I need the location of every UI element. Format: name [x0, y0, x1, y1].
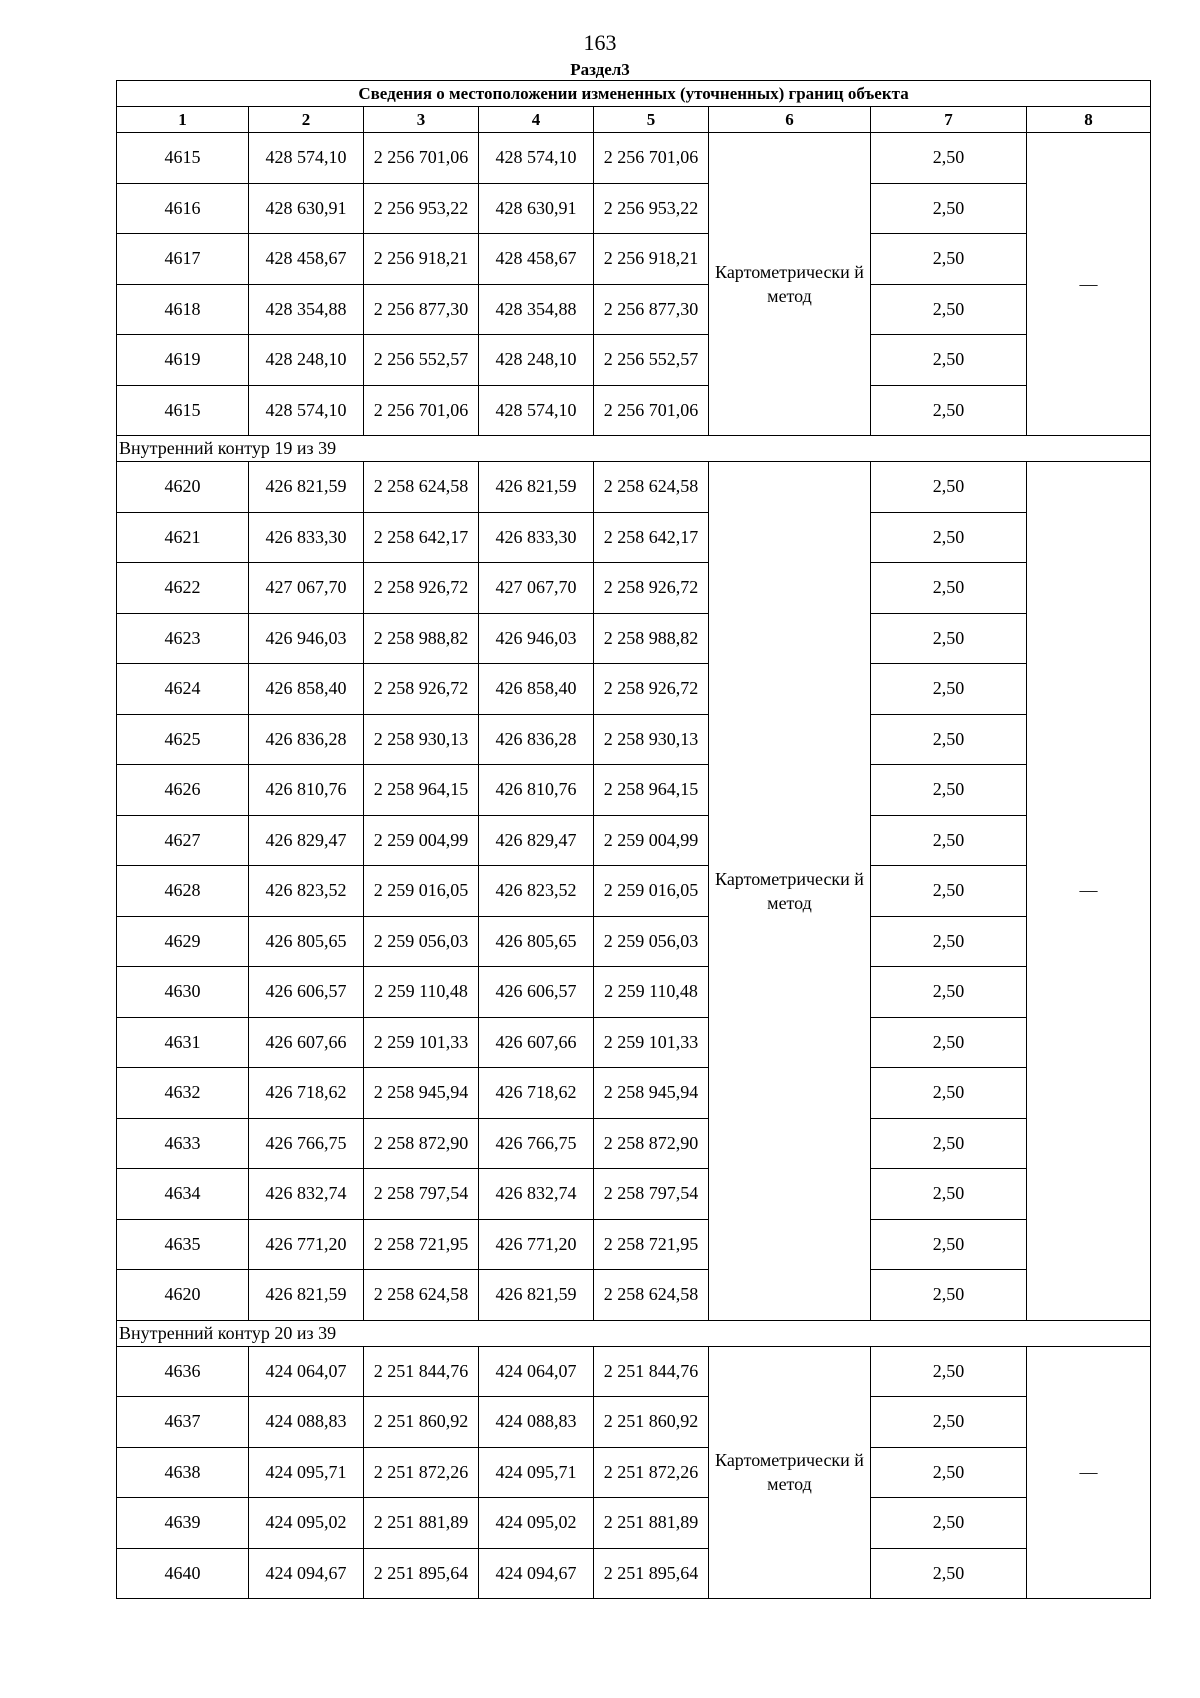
x-coordinate-cell: 424 094,67: [249, 1548, 364, 1599]
contour-row: [117, 436, 1151, 462]
y-coordinate-cell: 2 258 945,94: [364, 1068, 479, 1119]
y-coordinate-cell: 2 256 552,57: [594, 335, 709, 386]
x-coordinate-cell: 426 821,59: [249, 462, 364, 513]
y-coordinate-cell: 2 251 860,92: [364, 1397, 479, 1448]
table-row: [117, 1397, 1151, 1448]
y-coordinate-cell: 2 258 964,15: [594, 765, 709, 816]
x-coordinate-cell: 426 858,40: [479, 664, 594, 715]
x-coordinate-cell: 426 832,74: [249, 1169, 364, 1220]
y-coordinate-cell: 2 256 701,06: [594, 133, 709, 184]
x-coordinate-cell: 424 095,71: [249, 1447, 364, 1498]
x-coordinate-cell: 426 810,76: [479, 765, 594, 816]
y-coordinate-cell: 2 259 056,03: [364, 916, 479, 967]
table-row: [117, 916, 1151, 967]
table-row: [117, 1447, 1151, 1498]
table-row: [117, 1270, 1151, 1321]
precision-cell: 2,50: [871, 916, 1027, 967]
y-coordinate-cell: 2 258 624,58: [594, 1270, 709, 1321]
y-coordinate-cell: 2 256 552,57: [364, 335, 479, 386]
x-coordinate-cell: 426 821,59: [479, 1270, 594, 1321]
y-coordinate-cell: 2 259 101,33: [594, 1017, 709, 1068]
table-row: [117, 815, 1151, 866]
point-number-cell: 4635: [117, 1219, 249, 1270]
y-coordinate-cell: 2 258 926,72: [594, 563, 709, 614]
y-coordinate-cell: 2 258 988,82: [364, 613, 479, 664]
y-coordinate-cell: 2 258 988,82: [594, 613, 709, 664]
table-row: [117, 1346, 1151, 1397]
table-row: [117, 1017, 1151, 1068]
x-coordinate-cell: 424 095,02: [249, 1498, 364, 1549]
point-number-cell: 4634: [117, 1169, 249, 1220]
x-coordinate-cell: 424 094,67: [479, 1548, 594, 1599]
y-coordinate-cell: 2 258 926,72: [594, 664, 709, 715]
x-coordinate-cell: 428 354,88: [479, 284, 594, 335]
x-coordinate-cell: 426 810,76: [249, 765, 364, 816]
x-coordinate-cell: 424 095,02: [479, 1498, 594, 1549]
column-header: 7: [871, 107, 1027, 133]
contour-row: [117, 1320, 1151, 1346]
precision-cell: 2,50: [871, 765, 1027, 816]
precision-cell: 2,50: [871, 1068, 1027, 1119]
x-coordinate-cell: 428 574,10: [479, 133, 594, 184]
x-coordinate-cell: 426 832,74: [479, 1169, 594, 1220]
x-coordinate-cell: 428 630,91: [249, 183, 364, 234]
x-coordinate-cell: 424 088,83: [479, 1397, 594, 1448]
y-coordinate-cell: 2 256 701,06: [364, 385, 479, 436]
x-coordinate-cell: 428 630,91: [479, 183, 594, 234]
y-coordinate-cell: 2 256 918,21: [364, 234, 479, 285]
table-row: [117, 563, 1151, 614]
y-coordinate-cell: 2 259 016,05: [594, 866, 709, 917]
table-row: [117, 1169, 1151, 1220]
x-coordinate-cell: 426 836,28: [479, 714, 594, 765]
precision-cell: 2,50: [871, 866, 1027, 917]
table-row: [117, 512, 1151, 563]
y-coordinate-cell: 2 256 877,30: [594, 284, 709, 335]
y-coordinate-cell: 2 256 877,30: [364, 284, 479, 335]
x-coordinate-cell: 424 095,71: [479, 1447, 594, 1498]
x-coordinate-cell: 426 718,62: [479, 1068, 594, 1119]
x-coordinate-cell: 426 833,30: [249, 512, 364, 563]
precision-cell: 2,50: [871, 1017, 1027, 1068]
y-coordinate-cell: 2 251 872,26: [364, 1447, 479, 1498]
x-coordinate-cell: 427 067,70: [249, 563, 364, 614]
precision-cell: 2,50: [871, 1118, 1027, 1169]
precision-cell: 2,50: [871, 183, 1027, 234]
y-coordinate-cell: 2 251 844,76: [594, 1346, 709, 1397]
y-coordinate-cell: 2 258 930,13: [594, 714, 709, 765]
x-coordinate-cell: 426 833,30: [479, 512, 594, 563]
precision-cell: 2,50: [871, 815, 1027, 866]
contour-label: Внутренний контур 19 из 39: [117, 436, 1151, 462]
precision-cell: 2,50: [871, 1548, 1027, 1599]
precision-cell: 2,50: [871, 1346, 1027, 1397]
note-cell: —: [1027, 133, 1151, 436]
x-coordinate-cell: 426 766,75: [249, 1118, 364, 1169]
x-coordinate-cell: 426 607,66: [249, 1017, 364, 1068]
precision-cell: 2,50: [871, 284, 1027, 335]
point-number-cell: 4630: [117, 967, 249, 1018]
point-number-cell: 4636: [117, 1346, 249, 1397]
x-coordinate-cell: 424 064,07: [479, 1346, 594, 1397]
x-coordinate-cell: 426 829,47: [249, 815, 364, 866]
y-coordinate-cell: 2 258 926,72: [364, 664, 479, 715]
note-cell: —: [1027, 1346, 1151, 1599]
point-number-cell: 4629: [117, 916, 249, 967]
x-coordinate-cell: 426 607,66: [479, 1017, 594, 1068]
y-coordinate-cell: 2 258 624,58: [594, 462, 709, 513]
point-number-cell: 4620: [117, 462, 249, 513]
y-coordinate-cell: 2 258 721,95: [594, 1219, 709, 1270]
precision-cell: 2,50: [871, 1397, 1027, 1448]
y-coordinate-cell: 2 256 701,06: [364, 133, 479, 184]
precision-cell: 2,50: [871, 1270, 1027, 1321]
point-number-cell: 4637: [117, 1397, 249, 1448]
y-coordinate-cell: 2 256 953,22: [364, 183, 479, 234]
y-coordinate-cell: 2 258 642,17: [364, 512, 479, 563]
x-coordinate-cell: 427 067,70: [479, 563, 594, 614]
table-row: [117, 765, 1151, 816]
table-row: [117, 133, 1151, 184]
column-header: 6: [709, 107, 871, 133]
y-coordinate-cell: 2 258 797,54: [594, 1169, 709, 1220]
method-cell: Картометрически й метод: [709, 462, 871, 1321]
point-number-cell: 4640: [117, 1548, 249, 1599]
point-number-cell: 4623: [117, 613, 249, 664]
y-coordinate-cell: 2 251 860,92: [594, 1397, 709, 1448]
table-row: [117, 714, 1151, 765]
precision-cell: 2,50: [871, 462, 1027, 513]
precision-cell: 2,50: [871, 1219, 1027, 1270]
x-coordinate-cell: 426 606,57: [249, 967, 364, 1018]
x-coordinate-cell: 426 771,20: [249, 1219, 364, 1270]
table-body: [117, 133, 1151, 1599]
table-row: [117, 1548, 1151, 1599]
x-coordinate-cell: 428 458,67: [479, 234, 594, 285]
y-coordinate-cell: 2 258 872,90: [594, 1118, 709, 1169]
table-row: [117, 183, 1151, 234]
x-coordinate-cell: 426 606,57: [479, 967, 594, 1018]
section-title: Раздел3: [570, 60, 630, 79]
y-coordinate-cell: 2 258 642,17: [594, 512, 709, 563]
table-row: [117, 385, 1151, 436]
x-coordinate-cell: 428 574,10: [249, 133, 364, 184]
point-number-cell: 4615: [117, 385, 249, 436]
point-number-cell: 4622: [117, 563, 249, 614]
table-title: Сведения о местоположении измененных (уточненных) границ объекта: [117, 81, 1151, 107]
point-number-cell: 4619: [117, 335, 249, 386]
x-coordinate-cell: 428 248,10: [479, 335, 594, 386]
y-coordinate-cell: 2 258 872,90: [364, 1118, 479, 1169]
y-coordinate-cell: 2 258 624,58: [364, 1270, 479, 1321]
table-row: [117, 462, 1151, 513]
precision-cell: 2,50: [871, 1447, 1027, 1498]
x-coordinate-cell: 428 248,10: [249, 335, 364, 386]
coordinates-table: [116, 80, 1151, 1599]
table-row: [117, 664, 1151, 715]
point-number-cell: 4638: [117, 1447, 249, 1498]
x-coordinate-cell: 426 821,59: [479, 462, 594, 513]
y-coordinate-cell: 2 256 918,21: [594, 234, 709, 285]
precision-cell: 2,50: [871, 512, 1027, 563]
y-coordinate-cell: 2 258 930,13: [364, 714, 479, 765]
x-coordinate-cell: 426 823,52: [249, 866, 364, 917]
y-coordinate-cell: 2 258 624,58: [364, 462, 479, 513]
table-row: [117, 1219, 1151, 1270]
x-coordinate-cell: 428 354,88: [249, 284, 364, 335]
y-coordinate-cell: 2 251 895,64: [364, 1548, 479, 1599]
x-coordinate-cell: 426 946,03: [249, 613, 364, 664]
y-coordinate-cell: 2 258 721,95: [364, 1219, 479, 1270]
y-coordinate-cell: 2 259 004,99: [364, 815, 479, 866]
y-coordinate-cell: 2 259 004,99: [594, 815, 709, 866]
x-coordinate-cell: 426 858,40: [249, 664, 364, 715]
table-row: [117, 335, 1151, 386]
column-header: 5: [594, 107, 709, 133]
y-coordinate-cell: 2 258 964,15: [364, 765, 479, 816]
table-row: [117, 1498, 1151, 1549]
method-cell: Картометрически й метод: [709, 133, 871, 436]
x-coordinate-cell: 426 829,47: [479, 815, 594, 866]
precision-cell: 2,50: [871, 385, 1027, 436]
column-header: 3: [364, 107, 479, 133]
table-row: [117, 967, 1151, 1018]
table-row: [117, 284, 1151, 335]
table-row: [117, 866, 1151, 917]
y-coordinate-cell: 2 259 110,48: [594, 967, 709, 1018]
contour-label: Внутренний контур 20 из 39: [117, 1320, 1151, 1346]
y-coordinate-cell: 2 251 881,89: [364, 1498, 479, 1549]
y-coordinate-cell: 2 251 895,64: [594, 1548, 709, 1599]
point-number-cell: 4621: [117, 512, 249, 563]
point-number-cell: 4616: [117, 183, 249, 234]
precision-cell: 2,50: [871, 133, 1027, 184]
y-coordinate-cell: 2 259 110,48: [364, 967, 479, 1018]
column-header: 1: [117, 107, 249, 133]
method-cell: Картометрически й метод: [709, 1346, 871, 1599]
x-coordinate-cell: 424 088,83: [249, 1397, 364, 1448]
y-coordinate-cell: 2 258 926,72: [364, 563, 479, 614]
point-number-cell: 4627: [117, 815, 249, 866]
x-coordinate-cell: 426 823,52: [479, 866, 594, 917]
precision-cell: 2,50: [871, 613, 1027, 664]
x-coordinate-cell: 426 836,28: [249, 714, 364, 765]
point-number-cell: 4632: [117, 1068, 249, 1119]
point-number-cell: 4615: [117, 133, 249, 184]
y-coordinate-cell: 2 251 872,26: [594, 1447, 709, 1498]
y-coordinate-cell: 2 256 953,22: [594, 183, 709, 234]
point-number-cell: 4617: [117, 234, 249, 285]
point-number-cell: 4631: [117, 1017, 249, 1068]
point-number-cell: 4625: [117, 714, 249, 765]
x-coordinate-cell: 426 805,65: [249, 916, 364, 967]
y-coordinate-cell: 2 251 881,89: [594, 1498, 709, 1549]
x-coordinate-cell: 428 574,10: [249, 385, 364, 436]
point-number-cell: 4618: [117, 284, 249, 335]
x-coordinate-cell: 424 064,07: [249, 1346, 364, 1397]
precision-cell: 2,50: [871, 967, 1027, 1018]
table-row: [117, 613, 1151, 664]
x-coordinate-cell: 426 805,65: [479, 916, 594, 967]
note-cell: —: [1027, 462, 1151, 1321]
y-coordinate-cell: 2 259 016,05: [364, 866, 479, 917]
table-row: [117, 1118, 1151, 1169]
point-number-cell: 4626: [117, 765, 249, 816]
page-number: 163: [583, 30, 617, 55]
precision-cell: 2,50: [871, 664, 1027, 715]
point-number-cell: 4628: [117, 866, 249, 917]
table-row: [117, 234, 1151, 285]
y-coordinate-cell: 2 258 945,94: [594, 1068, 709, 1119]
point-number-cell: 4624: [117, 664, 249, 715]
point-number-cell: 4639: [117, 1498, 249, 1549]
x-coordinate-cell: 428 574,10: [479, 385, 594, 436]
y-coordinate-cell: 2 259 101,33: [364, 1017, 479, 1068]
x-coordinate-cell: 426 718,62: [249, 1068, 364, 1119]
x-coordinate-cell: 426 946,03: [479, 613, 594, 664]
precision-cell: 2,50: [871, 1169, 1027, 1220]
precision-cell: 2,50: [871, 234, 1027, 285]
column-header: 8: [1027, 107, 1151, 133]
point-number-cell: 4620: [117, 1270, 249, 1321]
y-coordinate-cell: 2 251 844,76: [364, 1346, 479, 1397]
x-coordinate-cell: 426 766,75: [479, 1118, 594, 1169]
column-header: 2: [249, 107, 364, 133]
precision-cell: 2,50: [871, 335, 1027, 386]
x-coordinate-cell: 426 821,59: [249, 1270, 364, 1321]
point-number-cell: 4633: [117, 1118, 249, 1169]
y-coordinate-cell: 2 259 056,03: [594, 916, 709, 967]
x-coordinate-cell: 428 458,67: [249, 234, 364, 285]
table-row: [117, 1068, 1151, 1119]
x-coordinate-cell: 426 771,20: [479, 1219, 594, 1270]
y-coordinate-cell: 2 258 797,54: [364, 1169, 479, 1220]
precision-cell: 2,50: [871, 1498, 1027, 1549]
column-header: 4: [479, 107, 594, 133]
y-coordinate-cell: 2 256 701,06: [594, 385, 709, 436]
precision-cell: 2,50: [871, 563, 1027, 614]
precision-cell: 2,50: [871, 714, 1027, 765]
